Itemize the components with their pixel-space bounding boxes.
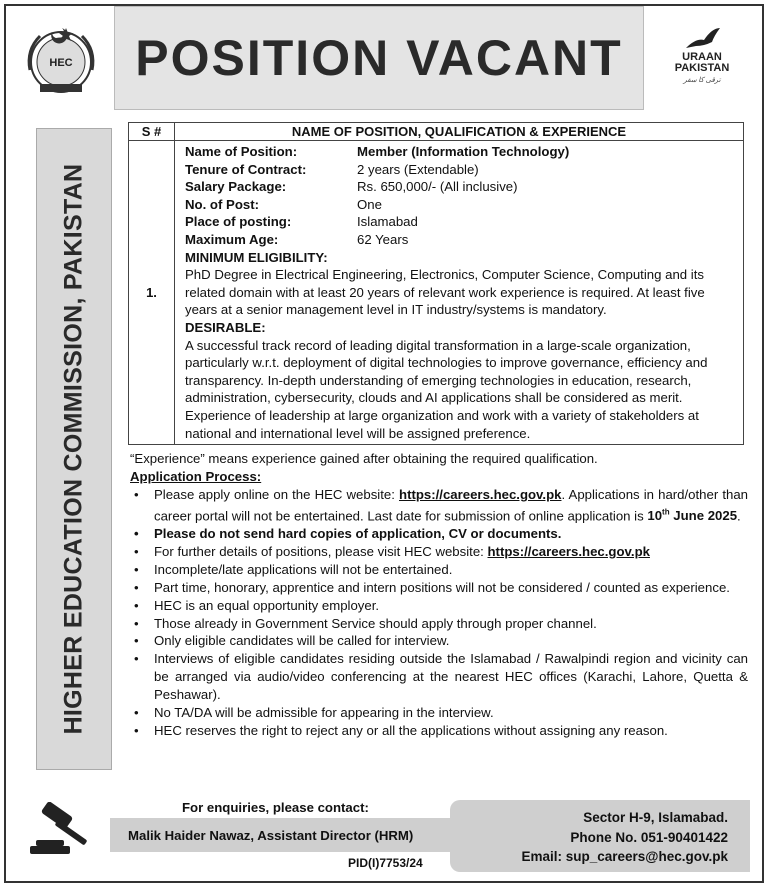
row-sno: 1. <box>129 141 175 444</box>
detail-value: 2 years (Extendable) <box>357 161 479 177</box>
contact-person: Malik Haider Nawaz, Assistant Director (HRM) <box>128 827 414 843</box>
bullet-icon: • <box>134 526 139 542</box>
bullet-icon: • <box>134 579 139 595</box>
application-process-heading: Application Process: <box>130 468 262 484</box>
detail-label: Place of posting: <box>185 214 292 230</box>
list-item <box>128 704 748 722</box>
list-item <box>128 632 748 650</box>
organization-name: HIGHER EDUCATION COMMISSION, PAKISTAN <box>59 163 88 735</box>
bullet-text: Only eligible candidates will be called for interview. <box>154 633 450 649</box>
detail-maximum-age <box>185 231 737 249</box>
bullet-icon: • <box>134 722 139 738</box>
detail-value: One <box>357 196 382 212</box>
bullet-text: . <box>737 508 741 524</box>
bullet-icon: • <box>134 597 139 613</box>
position-details <box>175 141 743 444</box>
desirable-heading: DESIRABLE: <box>185 319 266 335</box>
bullet-icon: • <box>134 543 139 559</box>
page-title: POSITION VACANT <box>135 30 623 86</box>
detail-value: 62 Years <box>357 231 409 247</box>
list-item <box>128 615 748 633</box>
list-item <box>128 579 748 597</box>
col-name-header: NAME OF POSITION, QUALIFICATION & EXPERIENCE <box>291 124 627 139</box>
careers-link[interactable]: https://careers.hec.gov.pk <box>487 543 650 559</box>
uraan-tagline: ترقی کا سفر <box>683 76 721 84</box>
gavel-icon <box>28 802 100 860</box>
detail-value: Rs. 650,000/- (All inclusive) <box>357 179 518 195</box>
bullet-icon: • <box>134 486 139 502</box>
list-item <box>128 722 748 740</box>
detail-value: Member (Information Technology) <box>357 144 570 159</box>
contact-person-bar <box>110 818 450 852</box>
detail-place-of-posting <box>185 213 737 231</box>
enquiries-label: For enquiries, please contact: <box>182 800 369 815</box>
address: Sector H-9, Islamabad. <box>583 810 728 825</box>
col-sno-header: S # <box>129 123 175 140</box>
min-eligibility-heading: MINIMUM ELIGIBILITY: <box>185 249 328 265</box>
bullet-icon: • <box>134 651 139 667</box>
careers-link[interactable]: https://careers.hec.gov.pk <box>399 486 562 502</box>
bullet-text: . Applications in hard/other than career portal will not be entertained. Last date for submission of online application is <box>154 486 748 524</box>
contact-details-box <box>450 800 750 872</box>
phone-number: Phone No. 051-90401422 <box>570 829 728 845</box>
detail-label: Salary Package: <box>185 179 287 195</box>
detail-value: Islamabad <box>357 214 418 230</box>
detail-tenure <box>185 161 737 179</box>
list-item <box>128 650 748 704</box>
bullet-text: For further details of positions, please visit HEC website: <box>154 543 488 559</box>
bullet-text: HEC is an equal opportunity employer. <box>154 597 380 613</box>
bullet-icon: • <box>134 561 139 577</box>
last-date-day: 10 <box>647 508 663 524</box>
uraan-text: URAAN <box>682 51 722 63</box>
position-table <box>128 122 744 445</box>
hec-logo-icon <box>22 20 100 98</box>
detail-salary <box>185 178 737 196</box>
svg-text:HEC: HEC <box>49 57 73 69</box>
experience-note: “Experience” means experience gained after obtaining the required qualification. <box>130 451 598 466</box>
side-banner <box>36 128 112 770</box>
detail-label: Name of Position: <box>185 144 298 159</box>
bullet-text: Part time, honorary, apprentice and intern positions will not be considered / counted as experience. <box>154 579 730 595</box>
table-header <box>129 123 743 141</box>
detail-label: Tenure of Contract: <box>185 161 307 177</box>
title-banner <box>114 6 644 110</box>
bullet-text: Incomplete/late applications will not be entertained. <box>154 561 453 577</box>
pid-number: PID(I)7753/24 <box>348 856 423 870</box>
list-item <box>128 543 748 561</box>
detail-name-of-position <box>185 143 737 161</box>
bullet-text: Those already in Government Service should apply through proper channel. <box>154 615 597 631</box>
detail-label: Maximum Age: <box>185 231 279 247</box>
bullet-text: HEC reserves the right to reject any or all the applications without assigning any reason. <box>154 722 668 738</box>
list-item <box>128 597 748 615</box>
bullet-icon: • <box>134 705 139 721</box>
table-row <box>129 141 743 444</box>
bird-icon <box>682 26 722 52</box>
list-item <box>128 486 748 525</box>
bullet-text: Please apply online on the HEC website: <box>154 486 400 502</box>
uraan-pakistan-logo <box>654 26 750 96</box>
application-section <box>128 450 748 740</box>
pakistan-text: PAKISTAN <box>674 62 730 74</box>
last-date-suffix: th <box>662 507 670 517</box>
bullet-icon: • <box>134 615 139 631</box>
application-process-list <box>128 486 748 740</box>
desirable-text: A successful track record of leading digital transformation in a large-scale organization, particularly w.r.t. deployment of digital technologies to improve governance, efficiency and transparency. In-depth understanding of emerging technologies in education, research, administration, cybersecurity, clouds and AI applications shall be considered as merit. Experience of leadership at large organization and work with a variety of stakeholders at national and international level will be assigned preference. <box>185 337 708 441</box>
last-date-month-year: June 2025 <box>669 508 738 524</box>
list-item <box>128 561 748 579</box>
bullet-text: Please do not send hard copies of application, CV or documents. <box>154 526 562 542</box>
bullet-text: Interviews of eligible candidates residing outside the Islamabad / Rawalpindi region and vicinity can be arranged via audio/video conferencing at the nearest HEC offices (Karachi, Lahore, Quetta & Peshawar). <box>154 651 748 703</box>
list-item <box>128 525 748 543</box>
detail-label: No. of Post: <box>185 196 259 212</box>
bullet-icon: • <box>134 633 139 649</box>
min-eligibility-text: PhD Degree in Electrical Engineering, Electronics, Computer Science, Computing and its related domain with at least 20 years of relevant work experience is required. At least five years at a senior management level in IT industry/systems is mandatory. <box>185 267 705 318</box>
email-address[interactable]: Email: sup_careers@hec.gov.pk <box>521 849 728 864</box>
bullet-text: No TA/DA will be admissible for appearing in the interview. <box>154 705 494 721</box>
detail-no-of-post <box>185 196 737 214</box>
